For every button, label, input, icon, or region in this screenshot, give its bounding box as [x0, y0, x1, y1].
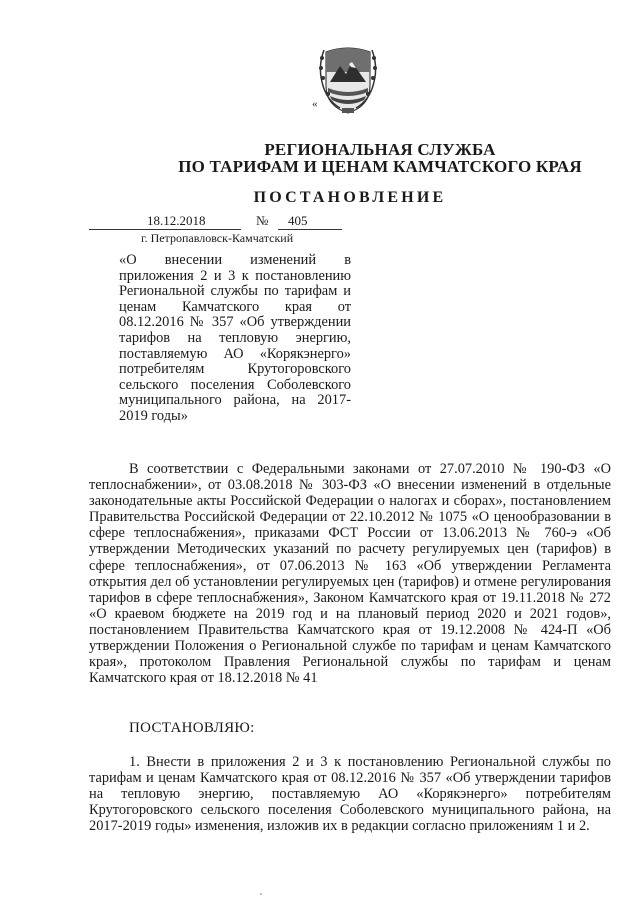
document-subject: «О внесении изменений в приложения 2 и 3 к постановлению Региональной службы по тарифам и ценам Камчатского края от 08.12.2016 № 357 «Об утверждении тарифов на тепловую энергию, поставляемую АО «Корякэнерго» потребителям Крутогоровского сельского поселения Соболевского муниципального района, на 2017-2019 годы» [119, 252, 351, 424]
document-number: 405 [288, 213, 308, 228]
organization-name-line1: РЕГИОНАЛЬНАЯ СЛУЖБА [264, 140, 496, 159]
organization-name-line2: ПО ТАРИФАМ И ЦЕНАМ КАМЧАТСКОГО КРАЯ [178, 157, 582, 176]
document-title: ПОСТАНОВЛЕНИЕ [253, 189, 447, 206]
date-underline [89, 229, 241, 230]
number-sign: № [256, 213, 269, 228]
document-place: г. Петропавловск-Камчатский [141, 231, 294, 245]
document-date: 18.12.2018 [147, 213, 206, 228]
decree-item-1: 1. Внести в приложения 2 и 3 к постановлению Региональной службы по тарифам и ценам Камчатского края от 08.12.2016 № 357 «Об утверждении тарифов на тепловую энергию, поставляемую АО «Корякэнерго» потребителям Крутогоровского сельского поселения Соболевского муниципального района, на 2017-2019 годы» изменения, изложив их в редакции согласно приложениям 1 и 2. [89, 754, 611, 835]
emblem-mark: « [312, 98, 318, 110]
decree-word: ПОСТАНОВЛЯЮ: [129, 720, 255, 736]
number-underline [278, 229, 342, 230]
coat-of-arms-emblem [316, 42, 380, 116]
scan-speck [260, 893, 262, 895]
preamble-paragraph: В соответствии с Федеральными законами от 27.07.2010 № 190-ФЗ «О теплоснабжении», от 03.08.2018 № 303-ФЗ «О внесении изменений в отдельные законодательные акты Российской Федерации о налогах и сборах», постановлением Правительства Российской Федерации от 22.10.2012 № 1075 «О ценообразовании в сфере теплоснабжения», приказами ФСТ России от 13.06.2013 № 760-э «Об утверждении Методических указаний по расчету регулируемых цен (тарифов) в сфере теплоснабжения», от 07.06.2013 № 163 «Об утверждении Регламента открытия дел об установлении регулируемых цен (тарифов) и отмене регулирования тарифов в сфере теплоснабжения», Законом Камчатского края от 19.11.2018 № 272 «О краевом бюджете на 2019 год и на плановый период 2020 и 2021 годов», постановлением Правительства Камчатского края от 19.12.2008 № 424-П «Об утверждении Положения о Региональной службе по тарифам и ценам Камчатского края», протоколом Правления Региональной службы по тарифам и ценам Камчатского края от 18.12.2018 № 41 [89, 461, 611, 687]
